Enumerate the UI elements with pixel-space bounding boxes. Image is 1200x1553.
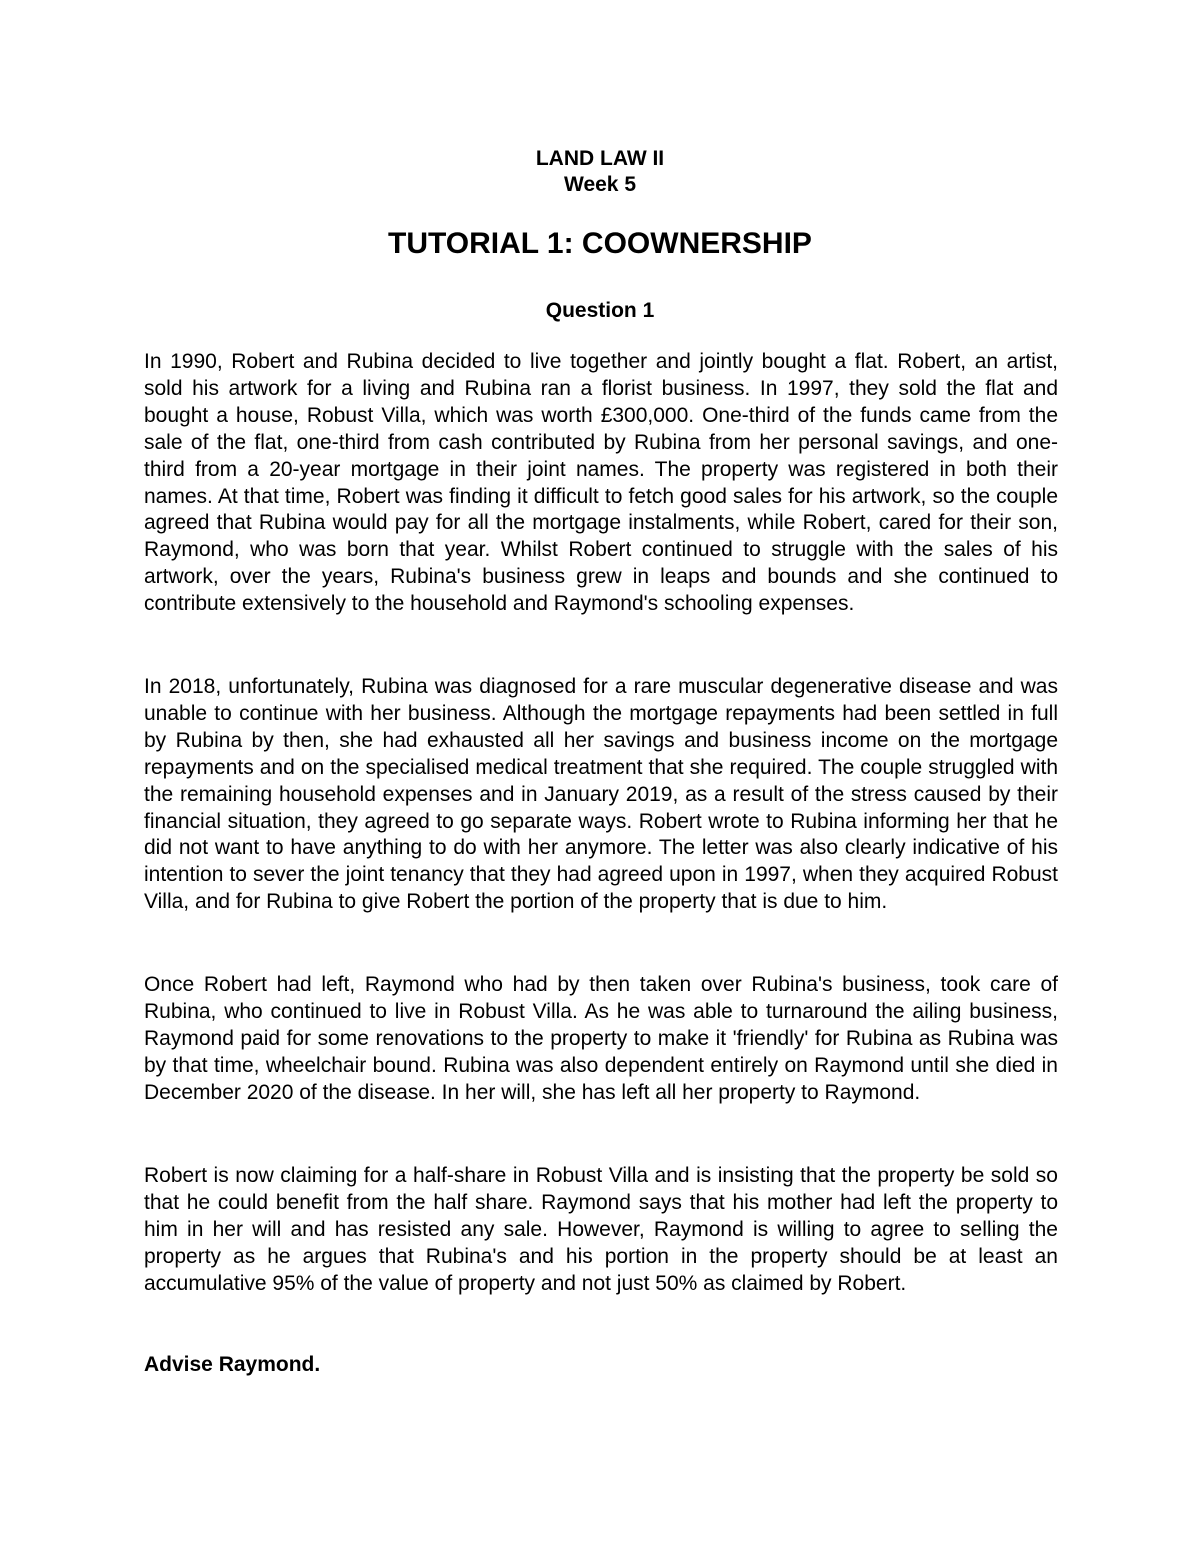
closing-instruction: Advise Raymond.: [144, 1353, 321, 1376]
paragraph-3: Once Robert had left, Raymond who had by then taken over Rubina's business, took care of Rubina, who continued to live in Robust Villa. As he was able to turnaround the ailing business, Raymond paid for some renovations to the property to make it 'friendly' for Rubina as Rubina was by that time, wheelchair bound. Rubina was also dependent entirely on Raymond until she died in December 2020 of the disease. In her will, she has left all her property to Raymond.: [144, 973, 1058, 1104]
question-heading: Question 1: [545, 299, 655, 322]
tutorial-title: TUTORIAL 1: COOWNERSHIP: [388, 227, 812, 260]
paragraph-4: Robert is now claiming for a half-share in Robust Villa and is insisting that the property be sold so that he could benefit from the half share. Raymond says that his mother had left the property to him in her will and has resisted any sale. However, Raymond is willing to agree to selling the property as he argues that Rubina's and his portion in the property should be at least an accumulative 95% of the value of property and not just 50% as claimed by Robert.: [144, 1164, 1058, 1295]
course-title: LAND LAW II: [535, 147, 665, 170]
week-label: Week 5: [564, 173, 636, 196]
paragraph-1: In 1990, Robert and Rubina decided to live together and jointly bought a flat. Robert, an artist, sold his artwork for a living and Rubina ran a florist business. In 1997, they sold the flat and bought a house, Robust Villa, which was worth £300,000. One-third of the funds came from the sale of the flat, one-third from cash contributed by Rubina from her personal savings, and one-third from a 20-year mortgage in their joint names. The property was registered in both their names. At that time, Robert was finding it difficult to fetch good sales for his artwork, so the couple agreed that Rubina would pay for all the mortgage instalments, while Robert, cared for their son, Raymond, who was born that year. Whilst Robert continued to struggle with the sales of his artwork, over the years, Rubina's business grew in leaps and bounds and she continued to contribute extensively to the household and Raymond's schooling expenses.: [144, 350, 1058, 616]
paragraph-2: In 2018, unfortunately, Rubina was diagnosed for a rare muscular degenerative disease and was unable to continue with her business. Although the mortgage repayments had been settled in full by Rubina by then, she had exhausted all her savings and business income on the mortgage repayments and on the specialised medical treatment that she required. The couple struggled with the remaining household expenses and in January 2019, as a result of the stress caused by their financial situation, they agreed to go separate ways. Robert wrote to Rubina informing her that he did not want to have anything to do with her anymore. The letter was also clearly indicative of his intention to sever the joint tenancy that they had agreed upon in 1997, when they acquired Robust Villa, and for Rubina to give Robert the portion of the property that is due to him.: [144, 675, 1058, 914]
